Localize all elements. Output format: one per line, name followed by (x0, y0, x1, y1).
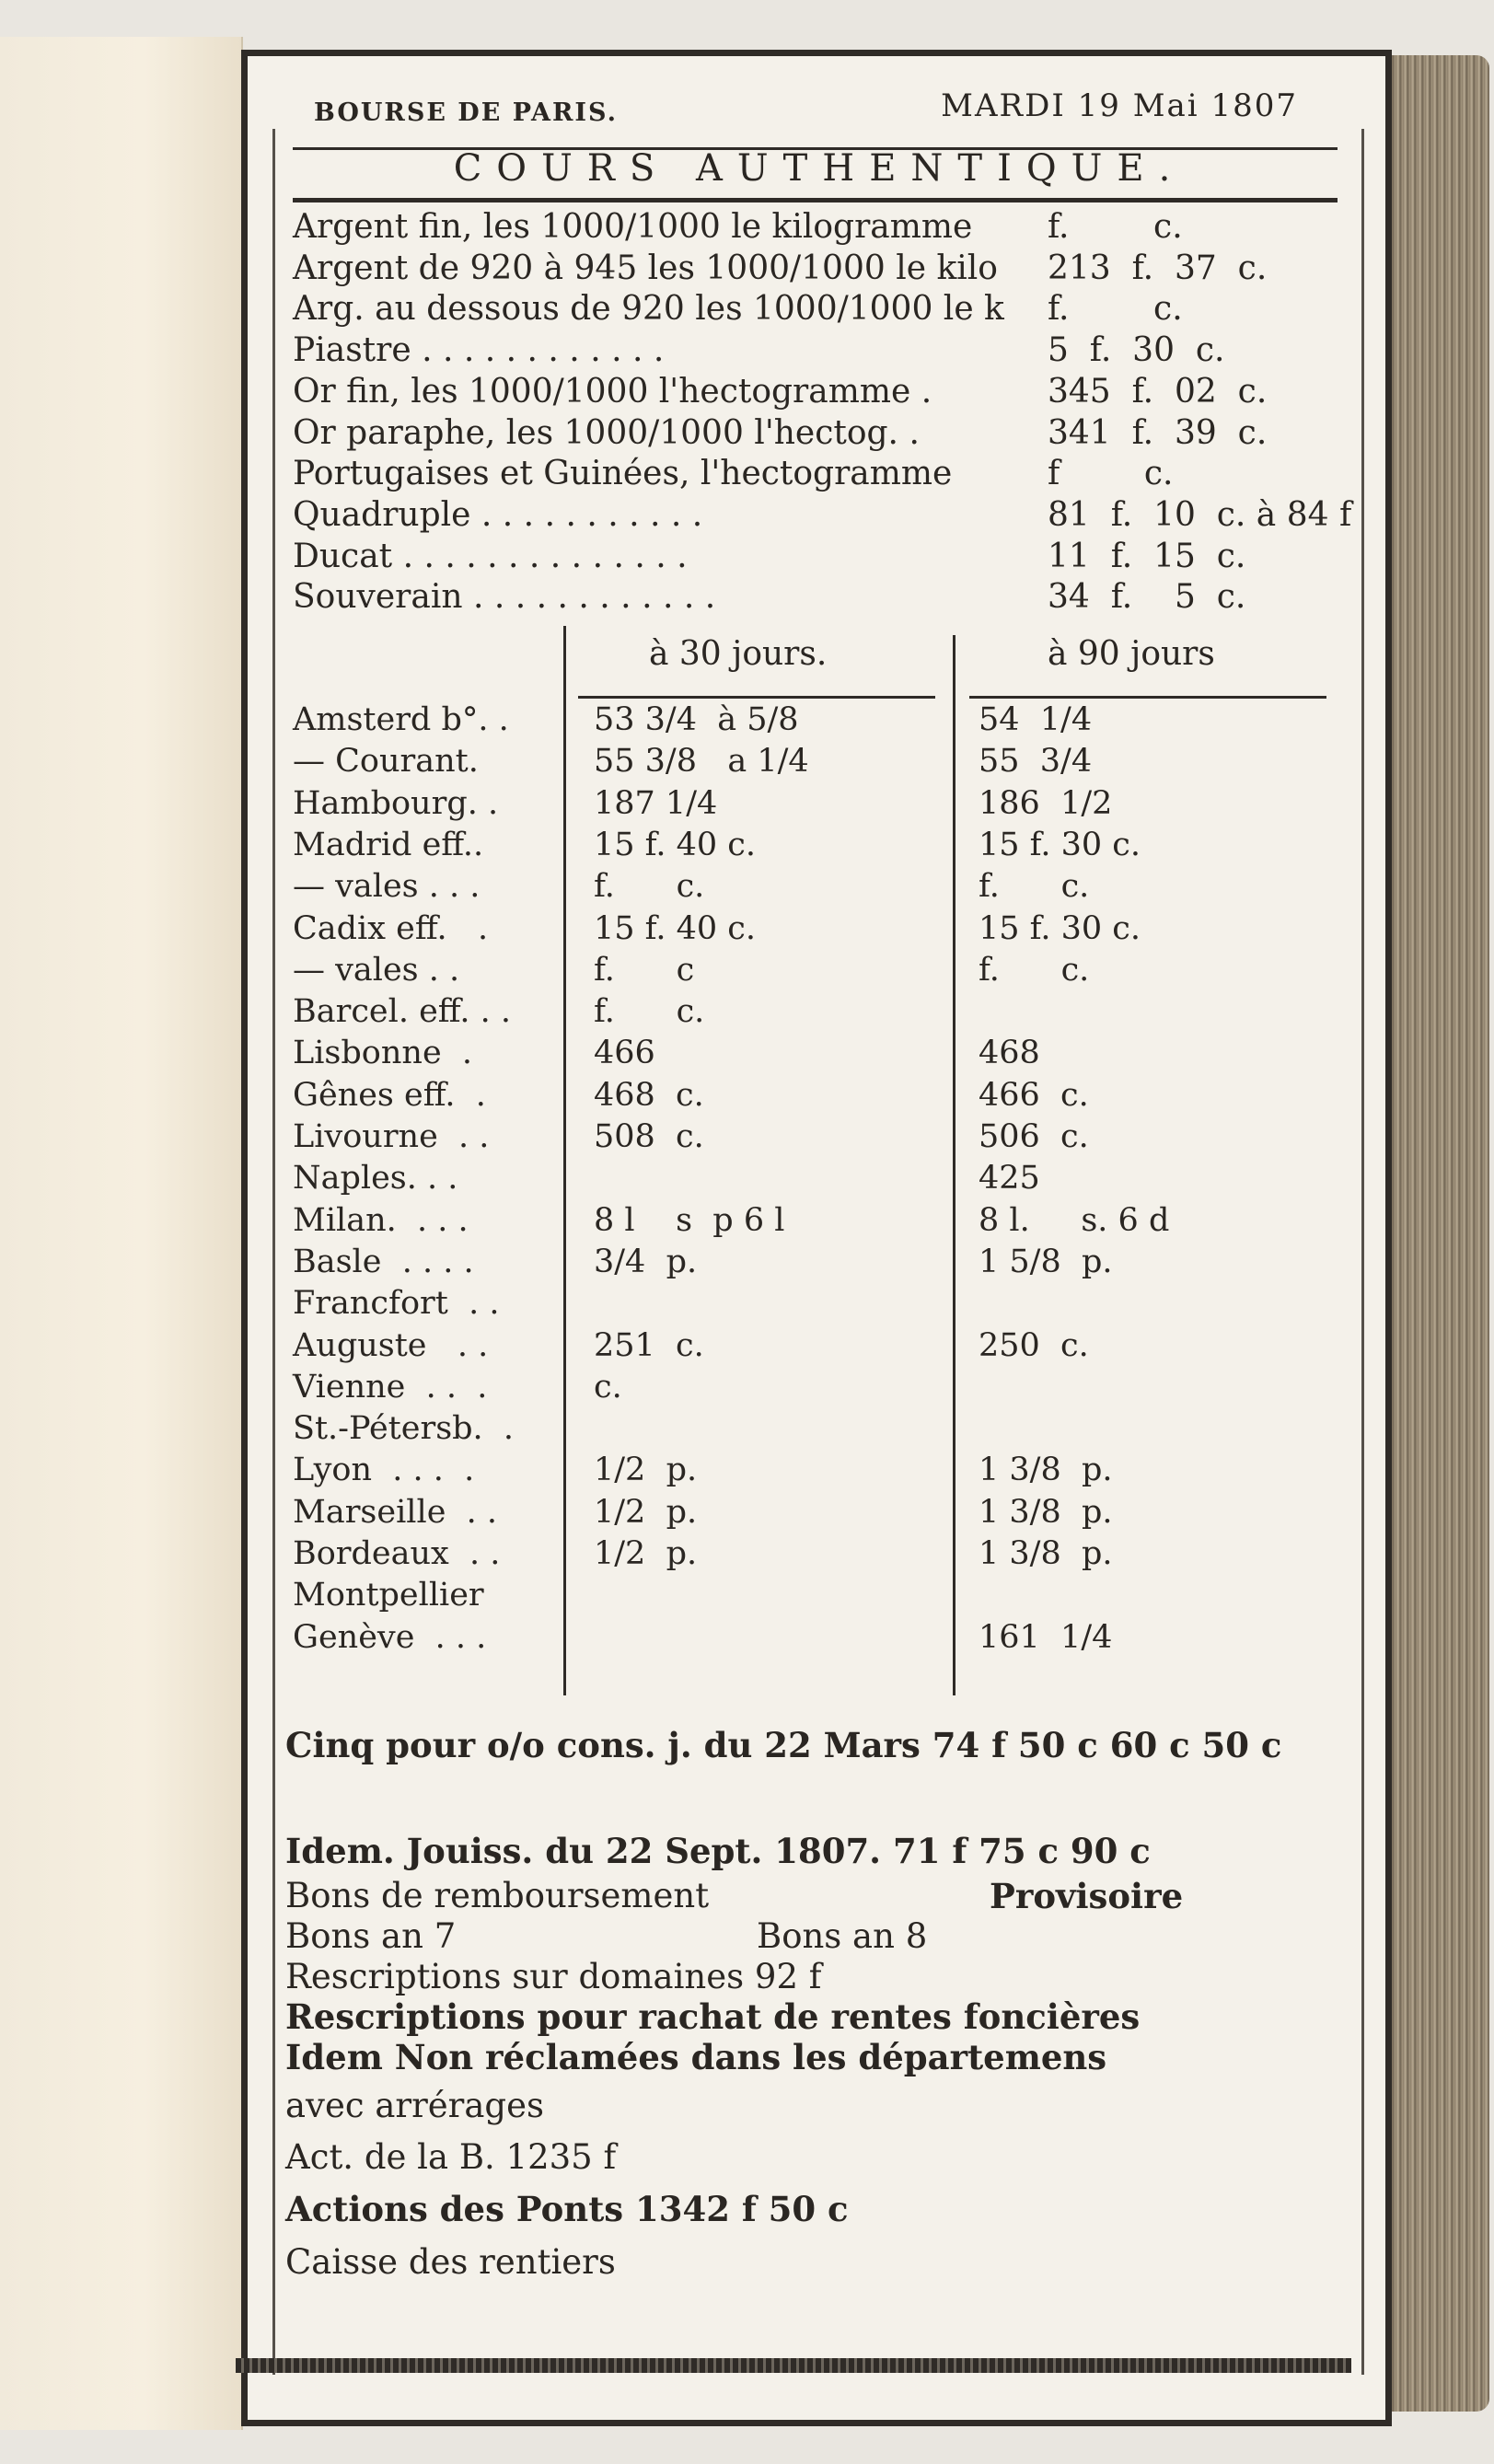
caisse-rentiers: Caisse des rentiers (285, 2242, 616, 2282)
rate-90-jours: 1 5/8 p. (979, 1243, 1113, 1280)
col-90-jours-header: à 90 jours (1048, 635, 1215, 673)
rate-30-jours: 1/2 p. (594, 1535, 698, 1572)
header-bourse: BOURSE DE PARIS. (314, 98, 618, 127)
exchange-place: Gênes eff. . (293, 1076, 486, 1114)
metal-row (293, 578, 1351, 619)
rate-90-jours: 54 1/4 (979, 701, 1093, 738)
metal-value: f. c. (1048, 208, 1183, 246)
metal-row (293, 496, 1351, 537)
actions-ponts: Actions des Ponts 1342 f 50 c (285, 2189, 849, 2229)
metal-row (293, 249, 1351, 290)
bons-remboursement: Bons de remboursement (285, 1876, 710, 1915)
metal-value: 34 f. 5 c. (1048, 578, 1246, 617)
left-blank-page (0, 37, 243, 2430)
exchange-place: St.-Pétersb. . (293, 1410, 515, 1448)
exchange-place: Lyon . . . . (293, 1452, 475, 1489)
rate-30-jours: 55 3/8 a 1/4 (594, 743, 809, 781)
metal-label: Piastre . . . . . . . . . . . . (293, 331, 665, 370)
rate-90-jours: f. c. (979, 951, 1090, 989)
rate-30-jours: 508 c. (594, 1118, 704, 1155)
col2-header-rule (969, 696, 1326, 699)
rate-90-jours: 1 3/8 p. (979, 1493, 1113, 1531)
metal-label: Souverain . . . . . . . . . . . . (293, 578, 716, 617)
idem-non-reclamees: Idem Non réclamées dans les départemens (285, 2037, 1107, 2077)
exchange-place: — Courant. (293, 743, 479, 781)
metal-value: 213 f. 37 c. (1048, 249, 1268, 287)
header-date: MARDI 19 Mai 1807 (941, 87, 1298, 124)
metal-label: Argent fin, les 1000/1000 le kilogramme (293, 208, 973, 246)
metal-value: f c. (1048, 455, 1174, 493)
metal-label: Quadruple . . . . . . . . . . . (293, 495, 703, 534)
metal-label: Portugaises et Guinées, l'hectogramme (293, 455, 953, 493)
title-rule (293, 198, 1338, 202)
exchange-place: Livourne . . (293, 1118, 490, 1155)
metal-label: Or fin, les 1000/1000 l'hectogramme . (293, 372, 932, 411)
exchange-divider-left (563, 626, 566, 1695)
exchange-place: Marseille . . (293, 1493, 498, 1531)
rescriptions-rachat: Rescriptions pour rachat de rentes foncières (285, 1996, 1141, 2037)
exchange-place: Vienne . . . (293, 1368, 488, 1406)
exchange-place: Lisbonne . (293, 1035, 473, 1072)
metal-value: 81 f. 10 c. à 84 f (1048, 495, 1352, 534)
rate-30-jours: 251 c. (594, 1326, 704, 1364)
rate-90-jours: 468 (979, 1035, 1040, 1072)
exchange-place: Madrid eff.. (293, 826, 484, 863)
rate-90-jours: 425 (979, 1160, 1040, 1197)
metal-value: 341 f. 39 c. (1048, 413, 1268, 452)
exchange-place: Francfort . . (293, 1285, 500, 1323)
cinq-pour-cent: Cinq pour o/o cons. j. du 22 Mars 74 f 50 c 60 c 50 c (285, 1725, 1282, 1765)
provisoire: Provisoire (990, 1876, 1184, 1916)
metal-value: 345 f. 02 c. (1048, 372, 1268, 411)
rescriptions-domaines: Rescriptions sur domaines 92 f (285, 1957, 822, 1996)
rate-30-jours: 15 f. 40 c. (594, 909, 757, 947)
metal-value: 11 f. 15 c. (1048, 537, 1246, 575)
page-title: COURS AUTHENTIQUE. (453, 147, 1186, 190)
rate-90-jours: 55 3/4 (979, 743, 1093, 781)
metal-row (293, 414, 1351, 455)
rate-30-jours: 468 c. (594, 1076, 704, 1114)
exchange-place: Bordeaux . . (293, 1535, 501, 1572)
exchange-place: Amsterd b°. . (293, 701, 509, 738)
exchange-place: Milan. . . . (293, 1201, 469, 1239)
rate-30-jours: f. c. (594, 868, 705, 906)
col1-header-rule (578, 696, 935, 699)
metal-label: Or paraphe, les 1000/1000 l'hectog. . (293, 413, 920, 452)
metal-row (293, 208, 1351, 249)
idem-jouissance: Idem. Jouiss. du 22 Sept. 1807. 71 f 75 c 90 c (285, 1831, 1151, 1871)
rate-90-jours: f. c. (979, 868, 1090, 906)
exchange-place: Hambourg. . (293, 784, 499, 822)
metal-label: Argent de 920 à 945 les 1000/1000 le kilo (293, 249, 998, 287)
exchange-place: Barcel. eff. . . (293, 993, 512, 1031)
rate-30-jours: 1/2 p. (594, 1493, 698, 1531)
rate-30-jours: 466 (594, 1035, 655, 1072)
rate-30-jours: 8 l s p 6 l (594, 1201, 785, 1239)
exchange-place: Genève . . . (293, 1618, 487, 1656)
exchange-place: Basle . . . . (293, 1243, 474, 1280)
rate-30-jours: 3/4 p. (594, 1243, 698, 1280)
exchange-place: Auguste . . (293, 1326, 489, 1364)
bons-an-8: Bons an 8 (757, 1916, 928, 1956)
rate-30-jours: c. (594, 1368, 622, 1406)
rate-90-jours: 186 1/2 (979, 784, 1113, 822)
col-30-jours-header: à 30 jours. (649, 635, 828, 673)
metal-row (293, 290, 1351, 330)
metal-value: f. c. (1048, 290, 1183, 329)
rate-90-jours: 15 f. 30 c. (979, 909, 1141, 947)
book-page-edges (1381, 55, 1489, 2412)
rate-30-jours: 53 3/4 à 5/8 (594, 701, 799, 738)
rate-90-jours: 466 c. (979, 1076, 1089, 1114)
rate-90-jours: 506 c. (979, 1118, 1089, 1155)
rate-30-jours: 1/2 p. (594, 1452, 698, 1489)
rate-30-jours: 15 f. 40 c. (594, 826, 757, 863)
exchange-place: — vales . . . (293, 868, 481, 906)
metal-row (293, 455, 1351, 495)
rate-30-jours: f. c. (594, 993, 705, 1031)
exchange-place: Cadix eff. . (293, 909, 489, 947)
metal-label: Arg. au dessous de 920 les 1000/1000 le k (293, 290, 1004, 329)
rate-90-jours: 1 3/8 p. (979, 1452, 1113, 1489)
metal-row (293, 373, 1351, 413)
rate-30-jours: 187 1/4 (594, 784, 718, 822)
bons-an-7: Bons an 7 (285, 1916, 457, 1956)
avec-arrerages: avec arrérages (285, 2086, 544, 2125)
metal-value: 5 f. 30 c. (1048, 331, 1225, 370)
exchange-place: Naples. . . (293, 1160, 458, 1197)
exchange-place: Montpellier (293, 1577, 484, 1614)
actions-banque: Act. de la B. 1235 f (285, 2137, 617, 2177)
exchange-place: — vales . . (293, 951, 460, 989)
rate-90-jours: 1 3/8 p. (979, 1535, 1113, 1572)
bottom-decorative-border (236, 2358, 1351, 2373)
exchange-divider-mid (953, 635, 955, 1695)
metal-row (293, 331, 1351, 372)
metal-row (293, 538, 1351, 578)
rate-90-jours: 161 1/4 (979, 1618, 1113, 1656)
metal-label: Ducat . . . . . . . . . . . . . . (293, 537, 688, 575)
rate-30-jours: f. c (594, 951, 695, 989)
rate-90-jours: 250 c. (979, 1326, 1089, 1364)
rate-90-jours: 8 l. s. 6 d (979, 1201, 1170, 1239)
rate-90-jours: 15 f. 30 c. (979, 826, 1141, 863)
